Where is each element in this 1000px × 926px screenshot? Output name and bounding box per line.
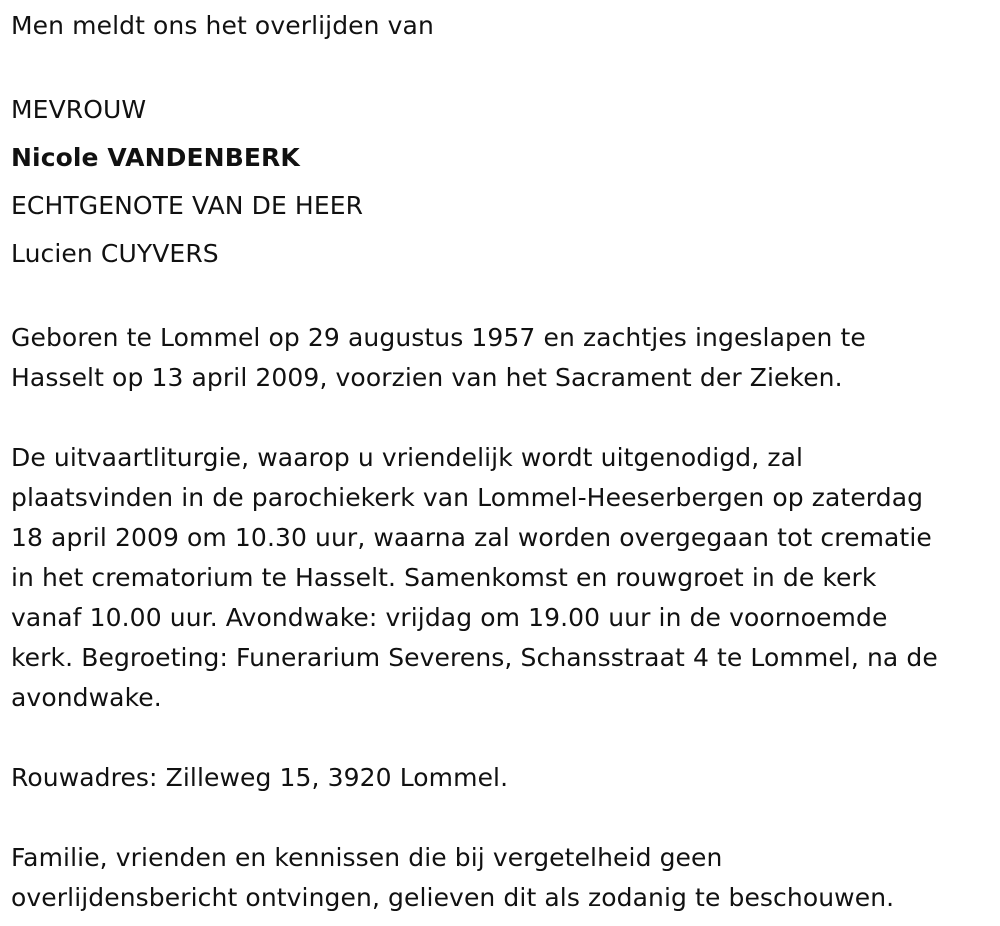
birth-death-paragraph (11, 318, 996, 398)
spacer (11, 718, 996, 758)
paragraph-line: 18 april 2009 om 10.30 uur, waarna zal worden overgegaan tot crematie (11, 523, 932, 552)
paragraph-line: Familie, vrienden en kennissen die bij vergetelheid geen (11, 843, 723, 872)
funeral-paragraph (11, 438, 996, 718)
spacer (11, 278, 996, 318)
paragraph-line: Hasselt op 13 april 2009, voorzien van het Sacrament der Zieken. (11, 363, 843, 392)
relation-text: ECHTGENOTE VAN DE HEER (11, 191, 364, 220)
paragraph-line: Geboren te Lommel op 29 augustus 1957 en zachtjes ingeslapen te (11, 323, 866, 352)
title-text: MEVROUW (11, 95, 147, 124)
paragraph-line: vanaf 10.00 uur. Avondwake: vrijdag om 19.00 uur in de voornoemde (11, 603, 888, 632)
spouse-name: Lucien CUYVERS (11, 239, 219, 268)
obituary-notice (11, 6, 996, 918)
closing-paragraph (11, 838, 996, 918)
paragraph-line: overlijdensbericht ontvingen, gelieven dit als zodanig te beschouwen. (11, 883, 895, 912)
spacer (11, 398, 996, 438)
paragraph-line: avondwake. (11, 683, 162, 712)
intro-text: Men meldt ons het overlijden van (11, 11, 434, 40)
spacer (11, 46, 996, 86)
mourning-address: Rouwadres: Zilleweg 15, 3920 Lommel. (11, 763, 509, 792)
paragraph-line: in het crematorium te Hasselt. Samenkomst en rouwgroet in de kerk (11, 563, 877, 592)
paragraph-line: plaatsvinden in de parochiekerk van Lommel-Heeserbergen op zaterdag (11, 483, 924, 512)
paragraph-line: De uitvaartliturgie, waarop u vriendelijk wordt uitgenodigd, zal (11, 443, 804, 472)
name-block (11, 86, 996, 278)
deceased-name: Nicole VANDENBERK (11, 143, 300, 172)
spacer (11, 798, 996, 838)
paragraph-line: kerk. Begroeting: Funerarium Severens, Schansstraat 4 te Lommel, na de (11, 643, 938, 672)
